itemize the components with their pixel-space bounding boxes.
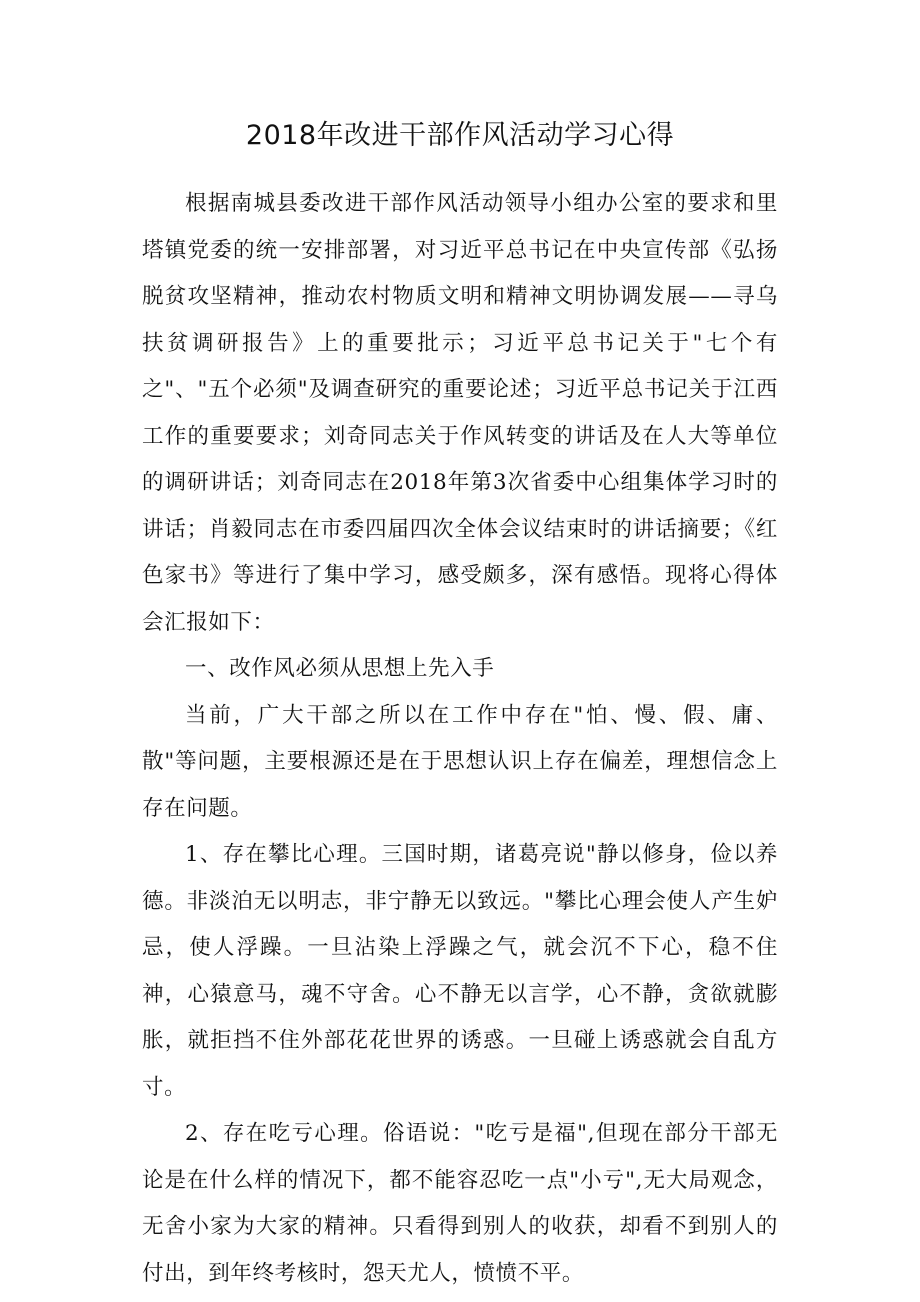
paragraph-point-1: 1、存在攀比心理。三国时期，诸葛亮说"静以修身，俭以养德。非淡泊无以明志，非宁静无以致远。"攀比心理会使人产生妒忌，使人浮躁。一旦沾染上浮躁之气，就会沉不下心，稳不住神，心猿意马，魂不守舍。心不静无以言学，心不静，贪欲就膨胀，就拒挡不住外部花花世界的诱惑。一旦碰上诱惑就会自乱方寸。 [142,842,778,1100]
document-body [142,181,778,1297]
section-heading-1: 一、改作风必须从思想上先入手 [185,656,495,681]
paragraph-point-2: 2、存在吃亏心理。俗语说："吃亏是福",但现在部分干部无论是在什么样的情况下，都不能容忍吃一点"小亏",无大局观念，无舍小家为大家的精神。只看得到别人的收获，却看不到别人的付出，到年终考核时，怨天尤人，愤愤不平。 [142,1121,778,1286]
paragraph-intro: 根据南城县委改进干部作风活动领导小组办公室的要求和里塔镇党委的统一安排部署，对习近平总书记在中央宣传部《弘扬脱贫攻坚精神，推动农村物质文明和精神文明协调发展——寻乌扶贫调研报告》上的重要批示；习近平总书记关于"七个有之"、"五个必须"及调查研究的重要论述；习近平总书记关于江西工作的重要要求；刘奇同志关于作风转变的讲话及在人大等单位的调研讲话；刘奇同志在2018年第3次省委中心组集体学习时的讲话；肖毅同志在市委四届四次全体会议结束时的讲话摘要；《红色家书》等进行了集中学习，感受颇多，深有感悟。现将心得体会汇报如下： [142,191,778,635]
document-title: 2018年改进干部作风活动学习心得 [245,120,675,151]
paragraph-current-problems: 当前，广大干部之所以在工作中存在"怕、慢、假、庸、散"等问题，主要根源还是在于思想认识上存在偏差，理想信念上存在问题。 [142,702,778,821]
